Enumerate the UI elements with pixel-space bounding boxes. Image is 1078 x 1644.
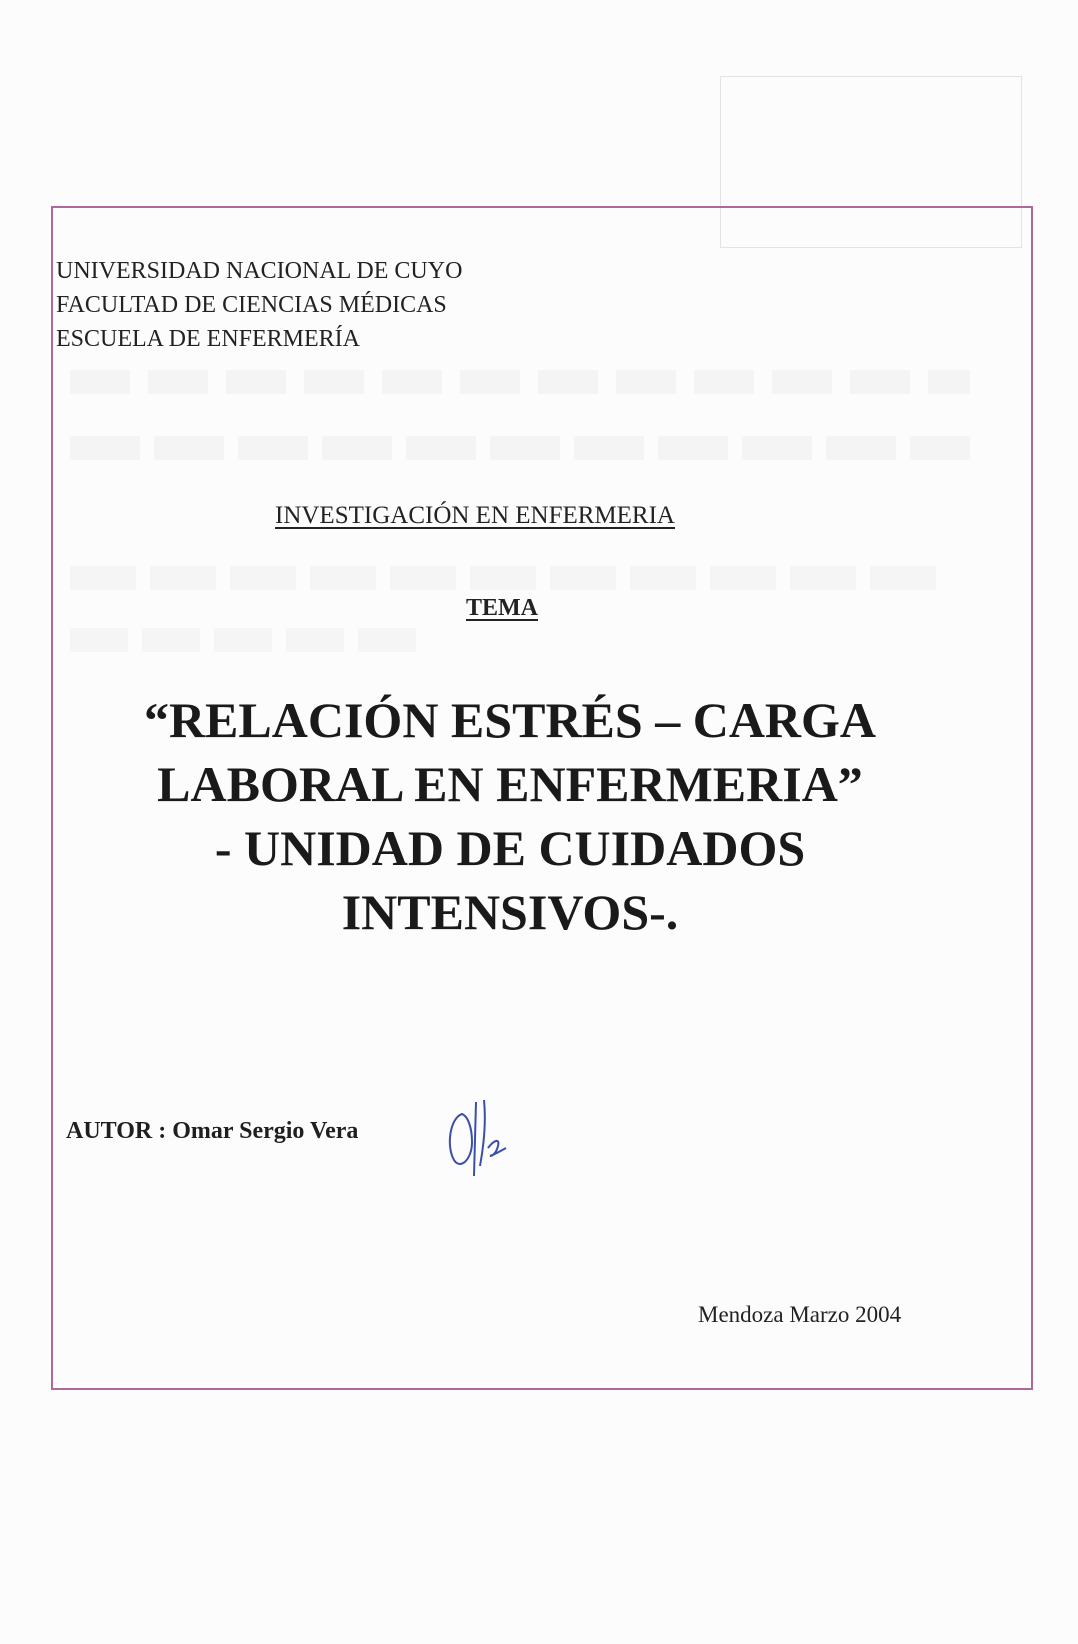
author-line: AUTOR : Omar Sergio Vera [66, 1118, 359, 1144]
signature-icon [440, 1096, 550, 1178]
thesis-title [100, 688, 920, 944]
title-line: LABORAL EN ENFERMERIA” [157, 756, 863, 812]
school-name: ESCUELA DE ENFERMERÍA [56, 326, 361, 352]
title-line: “RELACIÓN ESTRÉS – CARGA [143, 692, 877, 748]
tema-label: TEMA [466, 595, 538, 621]
faculty-name: FACULTAD DE CIENCIAS MÉDICAS [56, 292, 447, 318]
title-line: INTENSIVOS-. [341, 884, 679, 940]
university-name: UNIVERSIDAD NACIONAL DE CUYO [56, 258, 463, 284]
place-and-date: Mendoza Marzo 2004 [698, 1302, 902, 1327]
title-line: - UNIDAD DE CUIDADOS [214, 820, 806, 876]
subject-heading: INVESTIGACIÓN EN ENFERMERIA [275, 502, 675, 529]
institution-header [56, 254, 462, 356]
